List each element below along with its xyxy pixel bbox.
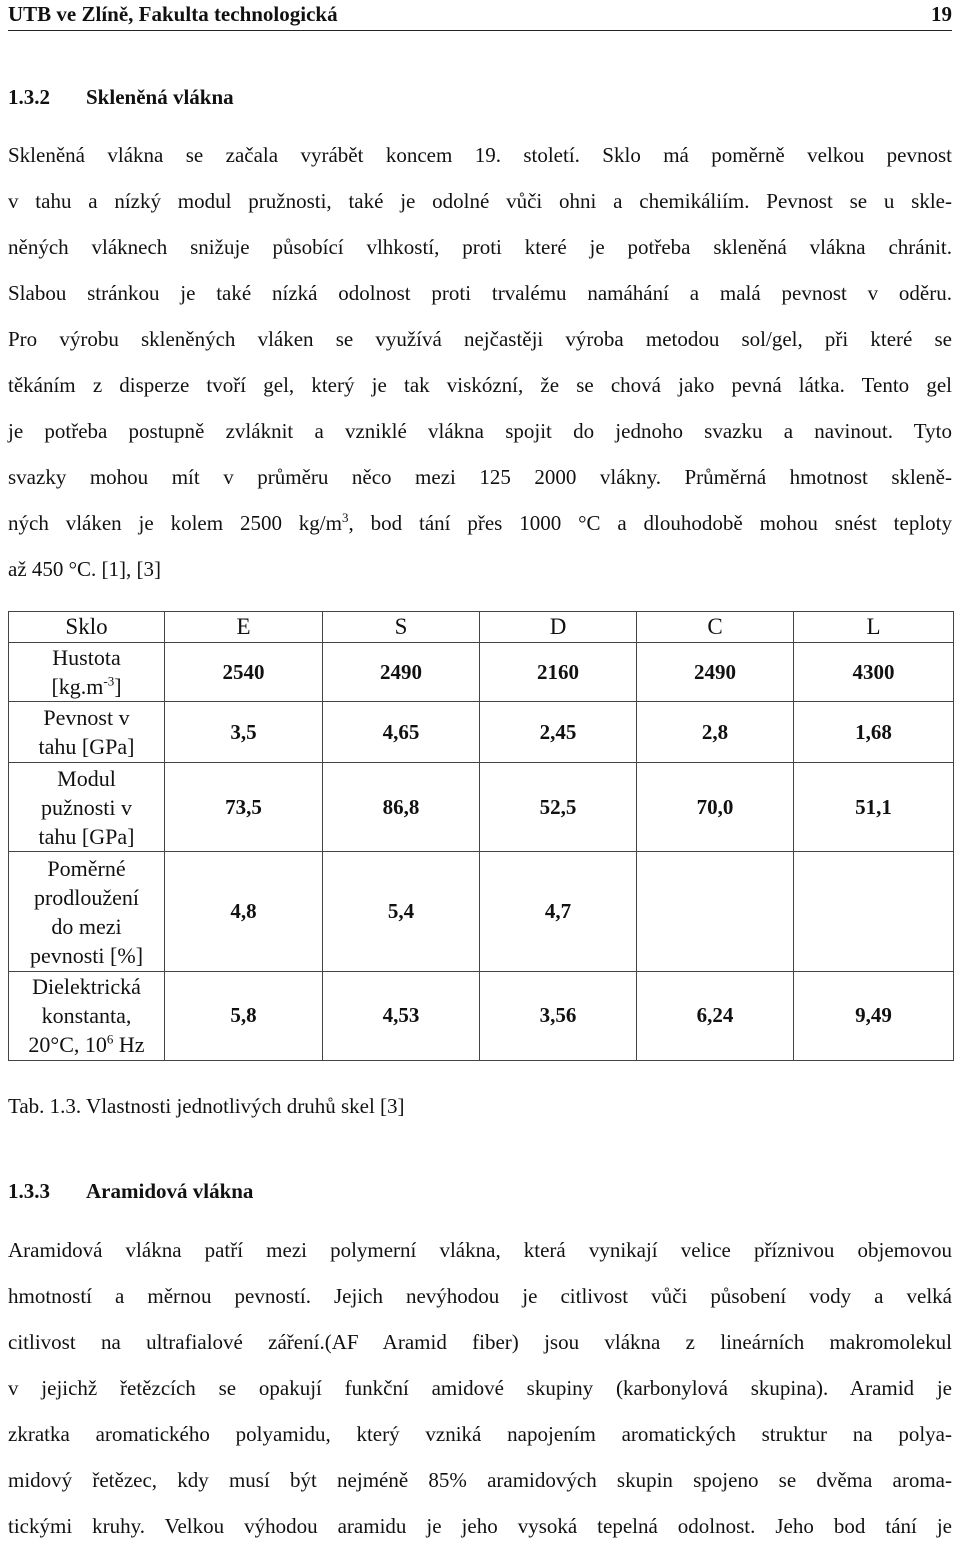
row-label-line: Pevnost v bbox=[43, 705, 130, 731]
table-cell: 1,68 bbox=[794, 702, 954, 763]
section-number: 1.3.2 bbox=[8, 85, 50, 109]
table-cell: 70,0 bbox=[637, 763, 794, 852]
superscript: 3 bbox=[341, 510, 349, 525]
table-cell: 9,49 bbox=[794, 971, 954, 1060]
table-cell: 5,4 bbox=[323, 852, 480, 971]
row-label bbox=[9, 971, 165, 1060]
section-title: Aramidová vlákna bbox=[86, 1179, 254, 1203]
text-line: těkáním z disperze tvoří gel, který je tak viskózní, že se chová jako pevná látka. Tento gel bbox=[8, 373, 952, 397]
row-label-line: [kg.m bbox=[51, 674, 104, 700]
text-line bbox=[8, 500, 952, 546]
text-line: midový řetězec, kdy musí být nejméně 85% aramidových skupin spojeno se dvěma aroma- bbox=[8, 1468, 952, 1492]
table-cell: 4,53 bbox=[323, 971, 480, 1060]
column-header: D bbox=[480, 612, 637, 643]
table-caption: Tab. 1.3. Vlastnosti jednotlivých druhů skel [3] bbox=[8, 1094, 405, 1118]
text-line: tickými kruhy. Velkou výhodou aramidu je jeho vysoká tepelná odolnost. Jeho bod tání je bbox=[8, 1514, 952, 1538]
text-line: v jejichž řetězcích se opakují funkční amidové skupiny (karbonylová skupina). Aramid je bbox=[8, 1376, 952, 1400]
table-cell: 51,1 bbox=[794, 763, 954, 852]
row-label bbox=[9, 702, 165, 763]
text-line: něných vláknech snižuje působící vlhkostí, proti které je potřeba skleněná vlákna chránit. bbox=[8, 235, 952, 259]
row-label-line: prodloužení bbox=[33, 884, 140, 910]
table-cell: 3,5 bbox=[165, 702, 323, 763]
superscript: 6 bbox=[106, 1032, 114, 1048]
page-number: 19 bbox=[931, 2, 952, 26]
table-cell bbox=[794, 852, 954, 971]
text-line: zkratka aromatického polyamidu, který vzniká napojením aromatických struktur na polya- bbox=[8, 1422, 952, 1446]
column-header: S bbox=[323, 612, 480, 643]
table-header-row bbox=[9, 612, 954, 643]
column-header: L bbox=[794, 612, 954, 643]
row-label-line: tahu [GPa] bbox=[38, 734, 135, 760]
table-cell: 4300 bbox=[794, 643, 954, 702]
table-row bbox=[9, 852, 954, 971]
section-title: Skleněná vlákna bbox=[86, 85, 234, 109]
text-line: hmotností a měrnou pevností. Jejich nevýhodou je citlivost vůči působení vody a velká bbox=[8, 1284, 952, 1308]
text-fragment: ných vláken je kolem 2500 kg/m bbox=[8, 511, 342, 535]
table-cell bbox=[637, 852, 794, 971]
table-cell: 2540 bbox=[165, 643, 323, 702]
header-title: UTB ve Zlíně, Fakulta technologická bbox=[8, 2, 338, 26]
table-cell: 3,56 bbox=[480, 971, 637, 1060]
table-cell: 5,8 bbox=[165, 971, 323, 1060]
row-label-line: pužnosti v bbox=[40, 794, 133, 820]
page-header bbox=[8, 0, 952, 31]
column-header: C bbox=[637, 612, 794, 643]
glass-properties-table bbox=[8, 611, 954, 1061]
table-cell: 73,5 bbox=[165, 763, 323, 852]
section-number: 1.3.3 bbox=[8, 1179, 50, 1203]
paragraph-glass-fibers bbox=[8, 132, 952, 592]
text-line: Pro výrobu skleněných vláken se využívá nejčastěji výroba metodou sol/gel, při které se bbox=[8, 327, 952, 351]
text-line: svazky mohou mít v průměru něco mezi 125 2000 vlákny. Průměrná hmotnost skleně- bbox=[8, 465, 952, 489]
row-label-line: konstanta, bbox=[41, 1003, 132, 1029]
table-cell: 4,65 bbox=[323, 702, 480, 763]
text-line: Aramidová vlákna patří mezi polymerní vlákna, která vynikají velice příznivou objemovou bbox=[8, 1238, 952, 1262]
table-row bbox=[9, 763, 954, 852]
table-cell: 2160 bbox=[480, 643, 637, 702]
row-label-line: Hz bbox=[113, 1032, 145, 1058]
text-line: Slabou stránkou je také nízká odolnost proti trvalému namáhání a malá pevnost v oděru. bbox=[8, 281, 952, 305]
column-header: Sklo bbox=[9, 612, 165, 643]
text-line: je potřeba postupně zvláknit a vzniklé vlákna spojit do jednoho svazku a navinout. Tyto bbox=[8, 419, 952, 443]
row-label-line: pevnosti [%] bbox=[29, 942, 144, 968]
table-row bbox=[9, 971, 954, 1060]
text-line: citlivost na ultrafialové záření.(AF Aramid fiber) jsou vlákna z lineárních makromolekul bbox=[8, 1330, 952, 1354]
table-cell: 4,8 bbox=[165, 852, 323, 971]
table-cell: 2490 bbox=[323, 643, 480, 702]
row-label-line: Dielektrická bbox=[32, 974, 141, 1000]
table-cell: 2,8 bbox=[637, 702, 794, 763]
column-header: E bbox=[165, 612, 323, 643]
table-cell: 2490 bbox=[637, 643, 794, 702]
table-row bbox=[9, 702, 954, 763]
table-cell: 2,45 bbox=[480, 702, 637, 763]
text-line: až 450 °C. [1], [3] bbox=[8, 557, 162, 581]
row-label-line: tahu [GPa] bbox=[38, 823, 135, 849]
text-line: v tahu a nízký modul pružnosti, také je odolné vůči ohni a chemikáliím. Pevnost se u skle- bbox=[8, 189, 952, 213]
paragraph-aramid-fibers bbox=[8, 1227, 952, 1549]
row-label bbox=[9, 643, 165, 702]
section-heading-glass-fibers bbox=[8, 83, 234, 111]
section-heading-aramid-fibers bbox=[8, 1177, 253, 1205]
row-label bbox=[9, 763, 165, 852]
table-cell: 4,7 bbox=[480, 852, 637, 971]
row-label-line: Hustota bbox=[52, 645, 121, 671]
table-cell: 6,24 bbox=[637, 971, 794, 1060]
row-label bbox=[9, 852, 165, 971]
table-cell: 52,5 bbox=[480, 763, 637, 852]
row-label-line: do mezi bbox=[51, 913, 122, 939]
text-line: Skleněná vlákna se začala vyrábět koncem 19. století. Sklo má poměrně velkou pevnost bbox=[8, 143, 952, 167]
row-label-line: 20°C, 10 bbox=[28, 1032, 107, 1058]
row-label-line: Modul bbox=[57, 765, 116, 791]
text-fragment: , bod tání přes 1000 °C a dlouhodobě mohou snést teploty bbox=[348, 511, 952, 535]
table-cell: 86,8 bbox=[323, 763, 480, 852]
table-row bbox=[9, 643, 954, 702]
row-label-line: Poměrné bbox=[47, 855, 126, 881]
row-label-line: ] bbox=[114, 674, 122, 700]
superscript: -3 bbox=[103, 673, 115, 689]
